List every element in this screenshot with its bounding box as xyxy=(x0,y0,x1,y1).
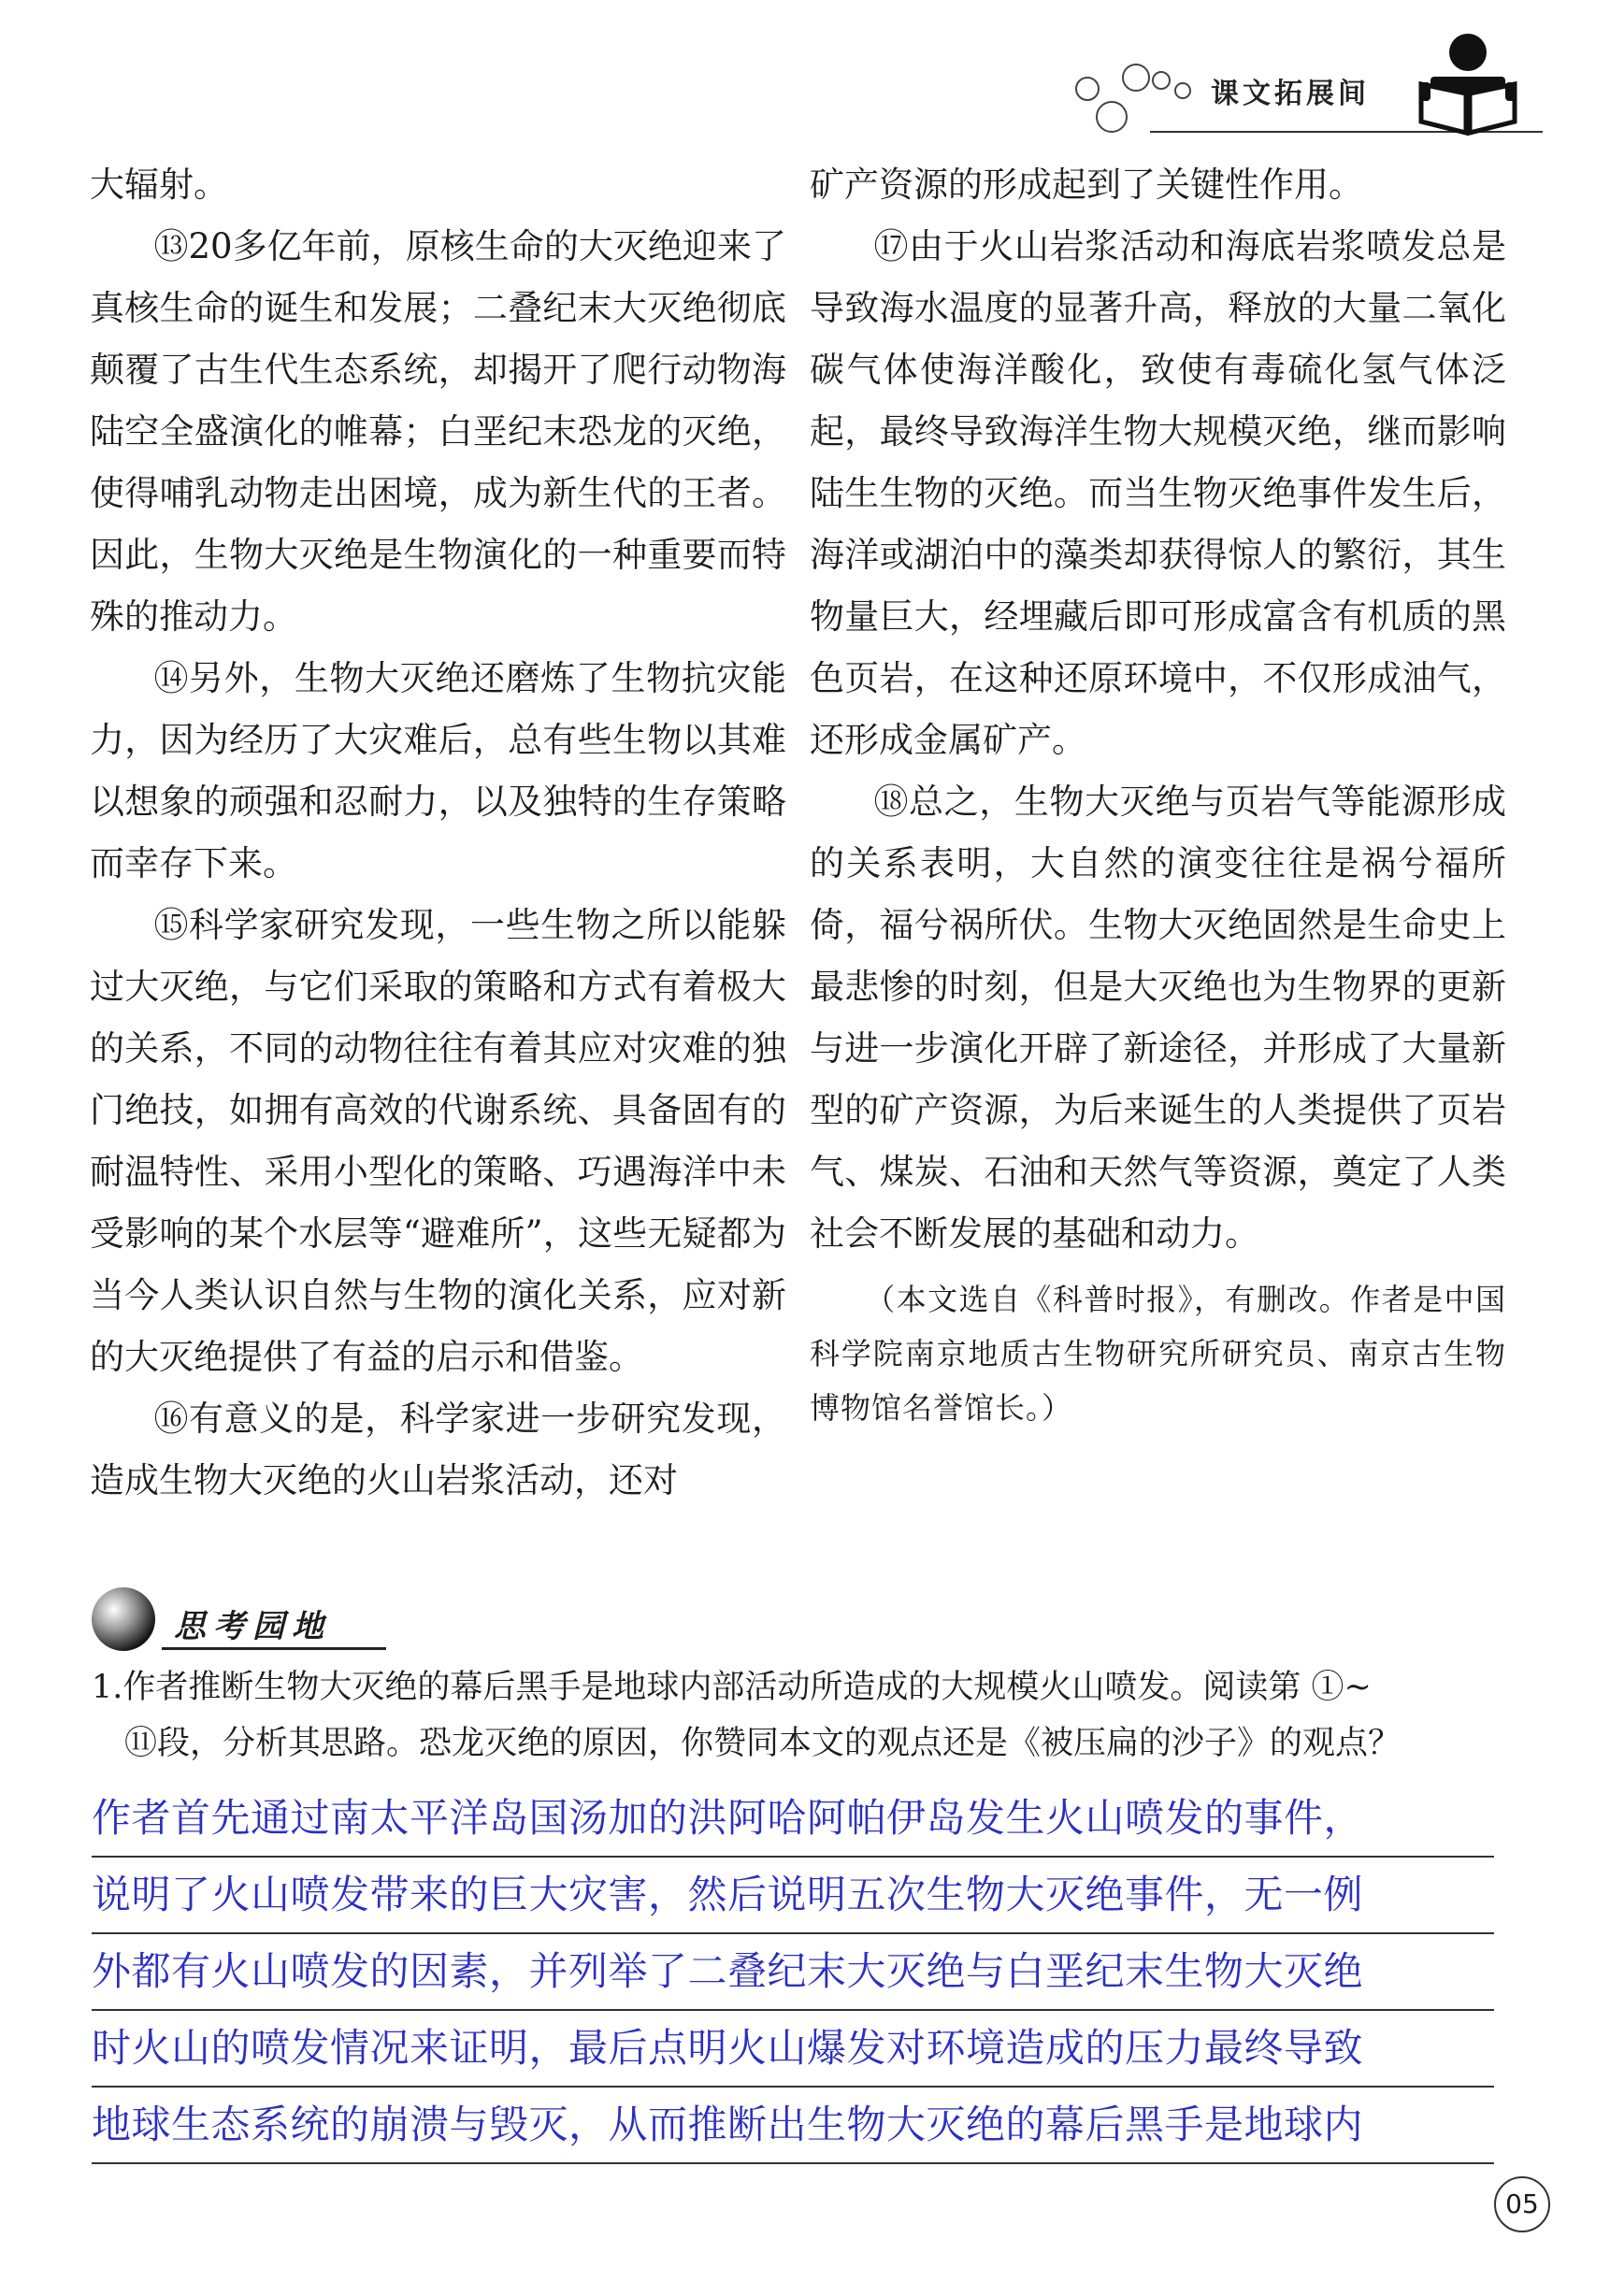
reader-icon xyxy=(1412,28,1524,140)
paragraph-16: ⑯有意义的是，科学家进一步研究发现，造成生物大灭绝的火山岩浆活动，还对 xyxy=(90,1399,786,1500)
answer-line: 地球生态系统的崩溃与毁灭，从而推断出生物大灭绝的幕后黑手是地球内 xyxy=(92,2088,1494,2164)
section-heading xyxy=(92,1580,391,1655)
paragraph-17: ⑰由于火山岩浆活动和海底岩浆喷发总是导致海水温度的显著升高，释放的大量二氧化碳气体使海洋酸化，致使有毒硫化氢气体泛起，最终导致海洋生物大规模灭绝，继而影响陆生生物的灭绝。而当生物灭绝事件发生后，海洋或湖泊中的藻类却获得惊人的繁衍，其生物量巨大，经埋藏后即可形成富含有机质的黑色页岩，在这种还原环境中，不仅形成油气，还形成金属矿产。 xyxy=(810,226,1506,760)
section-title: 思考园地 xyxy=(174,1608,331,1645)
question-line: ⑪段，分析其思路。恐龙灭绝的原因，你赞同本文的观点还是《被压扁的沙子》的观点？ xyxy=(124,1725,1402,1762)
answer-line: 说明了火山喷发带来的巨大灾害，然后说明五次生物大灭绝事件，无一例 xyxy=(92,1858,1494,1934)
paragraph: 矿产资源的形成起到了关键性作用。 xyxy=(810,165,1363,205)
paragraph-14: ⑭另外，生物大灭绝还磨炼了生物抗灾能力，因为经历了大灾难后，总有些生物以其难以想象的顽强和忍耐力，以及独特的生存策略而幸存下来。 xyxy=(90,658,786,883)
decor-circle xyxy=(1174,82,1191,99)
decor-circle xyxy=(1152,71,1171,90)
decor-circle xyxy=(1096,101,1128,133)
sphere-icon xyxy=(92,1587,155,1651)
source-note: （本文选自《科普时报》，有删改。作者是中国科学院南京地质古生物研究所研究员、南京古生物博物馆名誉馆长。） xyxy=(810,1282,1506,1426)
question-1 xyxy=(92,1659,1503,1772)
answer-line: 时火山的喷发情况来证明，最后点明火山爆发对环境造成的压力最终导致 xyxy=(92,2011,1494,2088)
paragraph-18: ⑱总之，生物大灭绝与页岩气等能源形成的关系表明，大自然的演变往往是祸兮福所倚，福兮祸所伏。生物大灭绝固然是生命史上最悲惨的时刻，但是大灭绝也为生物界的更新与进一步演化开辟了新途径，并形成了大量新型的矿产资源，为后来诞生的人类提供了页岩气、煤炭、石油和天然气等资源，奠定了人类社会不断发展的基础和动力。 xyxy=(810,782,1506,1254)
page-number: 05 xyxy=(1494,2176,1550,2232)
article-right-column xyxy=(810,154,1506,1435)
header-title: 课文拓展间 xyxy=(1211,78,1370,110)
decor-circle xyxy=(1122,64,1150,92)
question-line: 1.作者推断生物大灭绝的幕后黑手是地球内部活动所造成的大规模火山喷发。阅读第 ①~ xyxy=(92,1669,1372,1706)
answer-line: 外都有火山喷发的因素，并列举了二叠纪末大灭绝与白垩纪末生物大灭绝 xyxy=(92,1934,1494,2011)
article-left-column xyxy=(90,154,786,1512)
answer-area xyxy=(92,1781,1494,2164)
page-header xyxy=(1075,28,1561,140)
decor-circle xyxy=(1075,77,1100,101)
section-rule xyxy=(162,1647,386,1650)
paragraph-15: ⑮科学家研究发现，一些生物之所以能躲过大灭绝，与它们采取的策略和方式有着极大的关系，不同的动物往往有着其应对灾难的独门绝技，如拥有高效的代谢系统、具备固有的耐温特性、采用小型化的策略、巧遇海洋中未受影响的某个水层等“避难所”，这些无疑都为当今人类认识自然与生物的演化关系，应对新的大灭绝提供了有益的启示和借鉴。 xyxy=(90,905,786,1377)
paragraph: 大辐射。 xyxy=(90,165,228,205)
answer-line: 作者首先通过南太平洋岛国汤加的洪阿哈阿帕伊岛发生火山喷发的事件， xyxy=(92,1781,1494,1858)
paragraph-13: ⑬20多亿年前，原核生命的大灭绝迎来了真核生命的诞生和发展；二叠纪末大灭绝彻底颠覆了古生代生态系统，却揭开了爬行动物海陆空全盛演化的帷幕；白垩纪末恐龙的灭绝，使得哺乳动物走出困境，成为新生代的王者。因此，生物大灭绝是生物演化的一种重要而特殊的推动力。 xyxy=(90,226,786,637)
